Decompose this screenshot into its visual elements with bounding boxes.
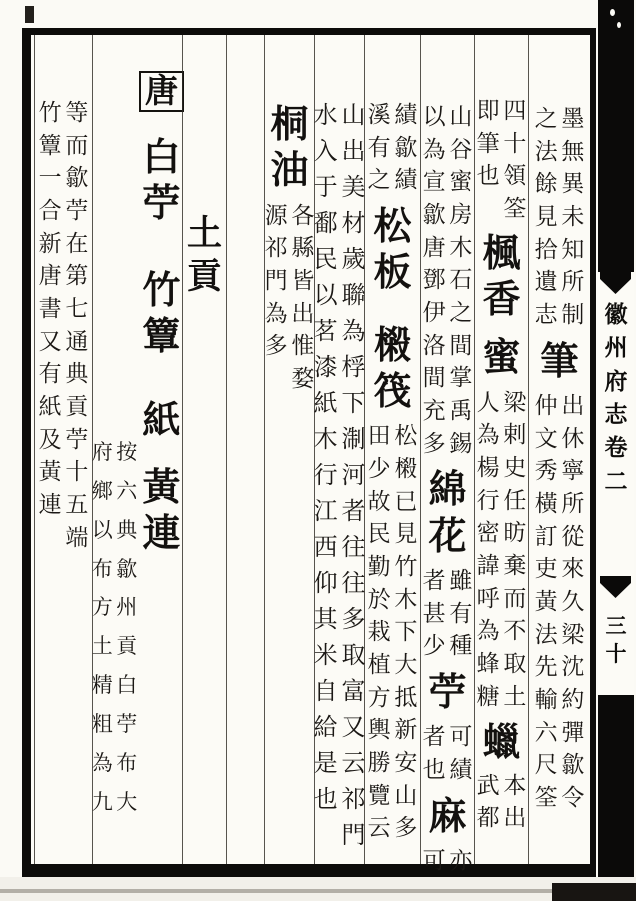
annotation-left-line: 以為宣歙唐鄧伊洛間充多 — [422, 104, 446, 457]
scan-artifact-blob — [552, 883, 636, 901]
item-heading: 筆 — [540, 337, 579, 383]
annotation-right-line: 梁剌史任昉棄而不取土 — [503, 389, 527, 710]
annotation — [421, 845, 474, 878]
item-heading: 黃連 — [142, 463, 181, 556]
spine-title: 徽州府志卷二 — [604, 301, 628, 495]
annotation-right-line: 出休寧所從來久梁沈約彈歙令 — [561, 392, 585, 811]
item-heading: 蠟 — [482, 719, 521, 765]
annotation — [421, 101, 474, 460]
annotation-left-line: 者甚少 — [422, 567, 446, 660]
annotation — [263, 200, 316, 396]
fishtail-mark-upper — [600, 272, 631, 294]
dynasty-label: 唐 — [139, 71, 185, 112]
item-heading: 土貢 — [186, 213, 222, 297]
annotation — [421, 565, 474, 663]
annotation-right-line: 雖有種 — [449, 567, 473, 660]
item-heading: 苧 — [428, 668, 467, 714]
item-heading: 楓香 — [482, 229, 521, 321]
text-column-3 — [420, 35, 474, 874]
annotation-right-line: 可績 — [449, 724, 473, 783]
annotation — [475, 770, 528, 835]
annotation-right-line: 亦 — [449, 847, 473, 874]
annotation-stack — [91, 35, 139, 821]
annotation — [366, 420, 419, 845]
annotation-right-line: 本出 — [503, 772, 527, 832]
annotation-left-line: 竹簟一合新唐書又有紙及黃連 — [38, 100, 62, 518]
item-heading: 桐油 — [270, 101, 309, 193]
annotation-right-line: 績歙績 — [394, 102, 418, 194]
text-column-9 — [92, 35, 182, 864]
item-heading: 樧筏 — [373, 321, 412, 414]
spine-black-top — [598, 0, 634, 272]
headings-stack — [139, 41, 185, 556]
scan-artifact-line — [0, 889, 572, 893]
annotation-left-line: 者也 — [422, 724, 446, 783]
annotation-right-line: 四十領筌 — [503, 98, 527, 222]
item-heading: 白苧 — [142, 133, 181, 226]
text-columns — [31, 35, 590, 874]
annotation-left-line: 即筆也 — [476, 98, 500, 190]
annotation-right-line: 等而歙苧在第七通典貢苧十五端 — [65, 100, 89, 551]
item-heading: 竹簟 — [142, 266, 181, 359]
item-heading: 紙 — [142, 397, 181, 443]
text-column-7 — [226, 35, 264, 864]
annotation — [475, 95, 528, 226]
annotation — [533, 103, 586, 332]
annotation — [312, 97, 367, 853]
fishtail-mark-lower — [600, 576, 631, 598]
annotation-left-line: 水入于鄱民以茗漆紙木行江西仰其米自給是也 — [313, 101, 338, 813]
item-heading: 綿花 — [428, 466, 467, 558]
annotation-left-line: 人為楊行密諱呼為蜂糖 — [476, 389, 500, 710]
text-column-10 — [34, 35, 92, 864]
text-column-1 — [528, 35, 590, 864]
annotation — [533, 390, 586, 815]
annotation-left-line: 仲文秀橫訂吏黃法先輸六尺筌 — [534, 392, 558, 811]
text-column-5 — [314, 35, 364, 864]
annotation-left-line: 可 — [422, 847, 446, 874]
page-frame — [22, 28, 596, 877]
annotation — [421, 721, 474, 786]
block-carver-mark — [25, 6, 34, 23]
annotation-left-line: 武都 — [476, 772, 500, 832]
spine-black-bottom — [598, 695, 634, 877]
annotation-right-line: 按六典歙州貢白苧布大 — [116, 440, 138, 814]
annotation — [91, 433, 139, 821]
annotation-left-line: 府鄉以布方土精粗為九 — [91, 440, 113, 814]
item-heading: 麻 — [428, 792, 467, 838]
annotation-left-line: 之法餘見拾遺志 — [534, 106, 558, 328]
spine-foldline — [598, 0, 634, 877]
annotation — [475, 387, 528, 714]
text-column-2 — [474, 35, 528, 864]
spine-page-number: 三十 — [605, 613, 627, 667]
annotation — [37, 97, 90, 554]
item-heading: 松板 — [373, 202, 412, 295]
annotation-right-line: 山谷蜜房木石之間掌禹錫 — [449, 104, 473, 457]
item-heading: 蜜 — [482, 334, 521, 380]
text-column-8 — [182, 35, 226, 864]
annotation-right-line: 墨無異未知所制 — [561, 106, 585, 328]
annotation-left-line: 源祁門為多 — [264, 202, 288, 360]
annotation-right-line: 各縣皆出惟婺 — [291, 202, 315, 392]
annotation-left-line: 溪有之 — [367, 102, 391, 194]
annotation — [366, 99, 419, 197]
text-column-6 — [264, 35, 314, 864]
annotation-right-line: 松樧已見竹木下大抵新安山多 — [394, 423, 418, 842]
annotation-right-line: 山出美材歲聯為桴下淛河者往往多取富又云祁門 — [341, 101, 366, 849]
text-column-4 — [364, 35, 420, 864]
annotation-left-line: 田少故民勤於栽植方輿勝覽云 — [367, 423, 391, 842]
